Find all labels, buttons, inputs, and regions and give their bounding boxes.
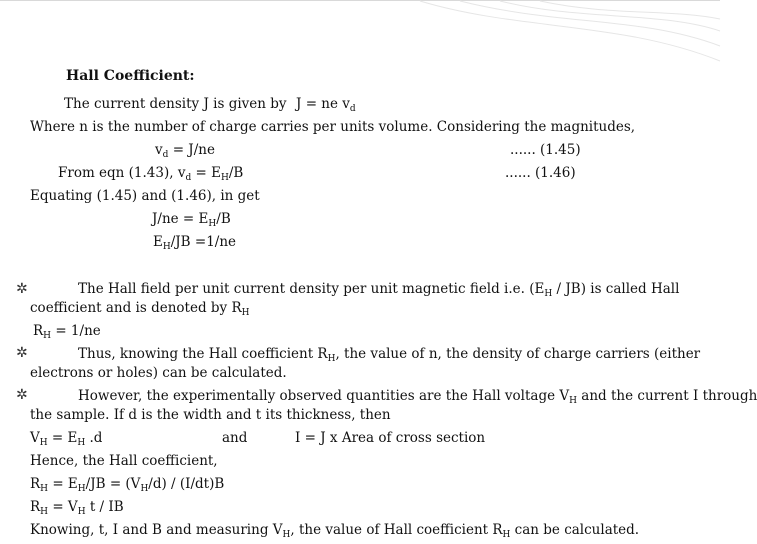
where-text: Where n is the number of charge carries per units volume. Considering the magnitudes, — [30, 119, 636, 135]
equation-j-ne: $J/ne = E_H/B$ — [152, 211, 231, 229]
equation-vh: $V_H = E_H$ .d — [30, 430, 103, 448]
equation-rh-final: $R_H = V_H$ t / IB — [30, 499, 124, 517]
hence-text: Hence, the Hall coefficient, — [30, 453, 218, 469]
equation-j: J = ne $v_d$ — [296, 96, 356, 114]
equation-vd: $v_d = J/ne$ — [155, 142, 215, 160]
equation-rh-full: $R_H = E_H/JB = (V_H/d) / (I/dt)B$ — [30, 476, 225, 494]
equation-eh-jb: $E_H/JB =1/ne$ — [153, 234, 237, 252]
equation-ref-1-46: ...... (1.46) — [505, 165, 576, 181]
bullet-icon: ✲ — [16, 281, 28, 297]
bullet1-line3: $R_H = 1/ne$ — [33, 323, 101, 341]
bullet-icon: ✲ — [16, 345, 28, 361]
equation-current: I = J x Area of cross section — [295, 430, 486, 446]
bullet3-line1: However, the experimentally observed quantities are the Hall voltage $V_H$ and the current I through — [78, 388, 757, 406]
bullet1-line1: The Hall field per unit current density per unit magnetic field i.e. $(E_H / JB)$ is called Hall — [78, 281, 680, 299]
bullet2-line1: Thus, knowing the Hall coefficient $R_H$, the value of n, the density of charge carriers (either — [78, 346, 701, 364]
bullet2-line2: electrons or holes) can be calculated. — [30, 365, 287, 381]
bullet-icon: ✲ — [16, 387, 28, 403]
bullet3-line2: the sample. If d is the width and t its thickness, then — [30, 407, 391, 423]
equation-from: From eqn (1.43), $v_d = E_H/B$ — [58, 165, 244, 183]
bullet1-line2: coefficient and is denoted by $R_H$ — [30, 300, 250, 318]
conclusion-text: Knowing, t, I and B and measuring $V_H$, the value of Hall coefficient $R_H$ can be calculated. — [30, 522, 640, 540]
equation-ref-1-45: ...... (1.45) — [510, 142, 581, 158]
equating-text: Equating (1.45) and (1.46), in get — [30, 188, 260, 204]
and-word: and — [222, 430, 248, 446]
section-heading: Hall Coefficient: — [66, 68, 195, 84]
intro-text: The current density J is given by — [64, 96, 287, 112]
